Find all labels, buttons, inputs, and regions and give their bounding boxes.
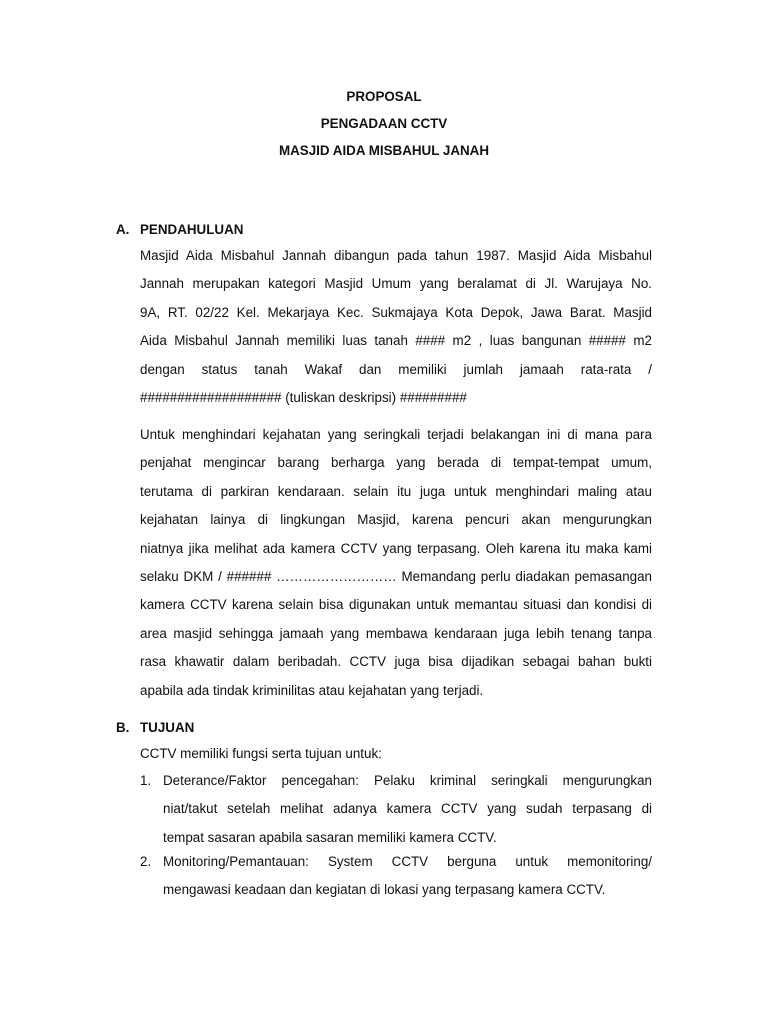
list-line: tempat sasaran apabila sasaran memiliki kamera CCTV.	[163, 829, 497, 845]
list-item-body	[163, 848, 652, 905]
list-line: Monitoring/Pemantauan: System CCTV berguna untuk memonitoring/	[163, 854, 652, 869]
paragraph-line: selaku DKM / ###### ……………………… Memandang perlu diadakan pemasangan	[140, 568, 652, 584]
paragraph-line: dengan status tanah Wakaf dan memiliki jumlah jamaah rata-rata /	[140, 361, 652, 377]
paragraph-line: niatnya jika melihat ada kamera CCTV yang terpasang. Oleh karena itu maka kami	[140, 540, 652, 556]
section-b-title: TUJUAN	[140, 720, 195, 735]
paragraph-line: kejahatan lainya di lingkungan Masjid, karena pencuri akan mengurungkan	[140, 512, 652, 528]
paragraph-line: Jannah merupakan kategori Masjid Umum yang beralamat di Jl. Warujaya No.	[140, 276, 652, 292]
doc-title-proposal: PROPOSAL	[346, 89, 422, 104]
list-number: 2.	[140, 854, 152, 869]
paragraph-line: 9A, RT. 02/22 Kel. Mekarjaya Kec. Sukmajaya Kota Depok, Jawa Barat. Masjid	[140, 304, 652, 320]
paragraph-line: Masjid Aida Misbahul Jannah dibangun pada tahun 1987. Masjid Aida Misbahul	[140, 248, 652, 263]
paragraph-line: area masjid sehingga jamaah yang membawa kendaraan juga lebih tenang tanpa	[140, 625, 652, 641]
paragraph-line: apabila ada tindak kriminilitas atau kejahatan yang terjadi.	[140, 682, 484, 698]
paragraph-line: kamera CCTV karena selain bisa digunakan untuk memantau situasi dan kondisi di	[140, 597, 652, 613]
paragraph-line: penjahat mengincar barang berharga yang berada di tempat-tempat umum,	[140, 455, 652, 471]
paragraph-line: ################### (tuliskan deskripsi) #########	[140, 389, 467, 405]
paragraph-line: Aida Misbahul Jannah memiliki luas tanah #### m2 , luas bangunan ##### m2	[140, 333, 652, 349]
paragraph-line: rasa khawatir dalam beribadah. CCTV juga bisa dijadikan sebagai bahan bukti	[140, 654, 652, 670]
list-number: 1.	[140, 773, 152, 788]
paragraph-line: terutama di parkiran kendaraan. selain itu juga untuk menghindari maling atau	[140, 483, 652, 499]
section-a-title: PENDAHULUAN	[140, 222, 244, 237]
list-line: mengawasi keadaan dan kegiatan di lokasi yang terpasang kamera CCTV.	[163, 882, 606, 898]
section-b-heading	[116, 719, 194, 737]
section-a-paragraph-1	[140, 242, 652, 412]
section-b-letter: B.	[116, 720, 130, 735]
doc-title-mosque: MASJID AIDA MISBAHUL JANAH	[278, 143, 490, 158]
list-item-body	[163, 767, 652, 852]
section-a-letter: A.	[116, 222, 130, 237]
section-a-heading	[116, 221, 243, 239]
section-b-intro: CCTV memiliki fungsi serta tujuan untuk:	[140, 746, 382, 761]
doc-title-subject: PENGADAAN CCTV	[320, 116, 448, 131]
list-line: Deterance/Faktor pencegahan: Pelaku kriminal seringkali mengurungkan	[163, 773, 652, 788]
section-a-paragraph-2	[140, 421, 652, 705]
paragraph-line: Untuk menghindari kejahatan yang seringkali terjadi belakangan ini di mana para	[140, 427, 652, 442]
list-line: niat/takut setelah melihat adanya kamera CCTV yang sudah terpasang di	[163, 801, 652, 817]
